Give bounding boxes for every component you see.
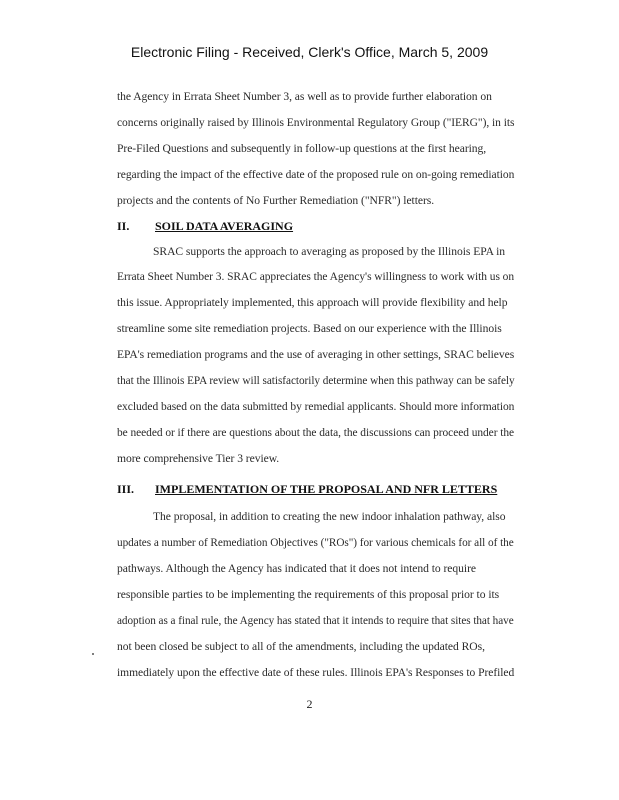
body-line: concerns originally raised by Illinois Environmental Regulatory Group ("IERG"), in its [117, 116, 515, 129]
body-line: this issue. Appropriately implemented, this approach will provide flexibility and help [117, 296, 508, 309]
section-number: II. [117, 219, 130, 233]
section-title: SOIL DATA AVERAGING [155, 219, 294, 233]
body-line: EPA's remediation programs and the use of averaging in other settings, SRAC believes [117, 348, 515, 361]
section-title: IMPLEMENTATION OF THE PROPOSAL AND NFR LETTERS [155, 482, 498, 496]
body-line: excluded based on the data submitted by remedial applicants. Should more information [117, 400, 515, 413]
filing-header: Electronic Filing - Received, Clerk's Office, March 5, 2009 [130, 44, 489, 60]
body-line: projects and the contents of No Further Remediation ("NFR") letters. [117, 194, 435, 207]
body-line: not been closed be subject to all of the amendments, including the updated ROs, [117, 640, 485, 653]
body-line: be needed or if there are questions about the data, the discussions can proceed under the [117, 426, 515, 439]
section-number: III. [117, 482, 135, 496]
body-line: that the Illinois EPA review will satisfactorily determine when this pathway can be safely [117, 374, 515, 387]
body-line: The proposal, in addition to creating the new indoor inhalation pathway, also [153, 510, 506, 523]
body-line: regarding the impact of the effective date of the proposed rule on on-going remediation [117, 168, 515, 181]
body-line: streamline some site remediation projects. Based on our experience with the Illinois [117, 322, 502, 335]
body-line: immediately upon the effective date of these rules. Illinois EPA's Responses to Prefiled [117, 666, 515, 679]
body-line: adoption as a final rule, the Agency has stated that it intends to require that sites that have [117, 614, 514, 627]
body-line: more comprehensive Tier 3 review. [117, 452, 280, 465]
scan-artifact-dot [92, 653, 94, 655]
page-number: 2 [306, 697, 313, 711]
body-line: updates a number of Remediation Objectives ("ROs") for various chemicals for all of the [117, 536, 514, 549]
body-line: SRAC supports the approach to averaging as proposed by the Illinois EPA in [153, 245, 506, 258]
body-line: Errata Sheet Number 3. SRAC appreciates the Agency's willingness to work with us on [117, 270, 515, 283]
body-line: Pre-Filed Questions and subsequently in follow-up questions at the first hearing, [117, 142, 487, 155]
body-line: responsible parties to be implementing the requirements of this proposal prior to its [117, 588, 500, 601]
body-line: the Agency in Errata Sheet Number 3, as well as to provide further elaboration on [117, 90, 492, 103]
body-line: pathways. Although the Agency has indicated that it does not intend to require [117, 562, 476, 575]
